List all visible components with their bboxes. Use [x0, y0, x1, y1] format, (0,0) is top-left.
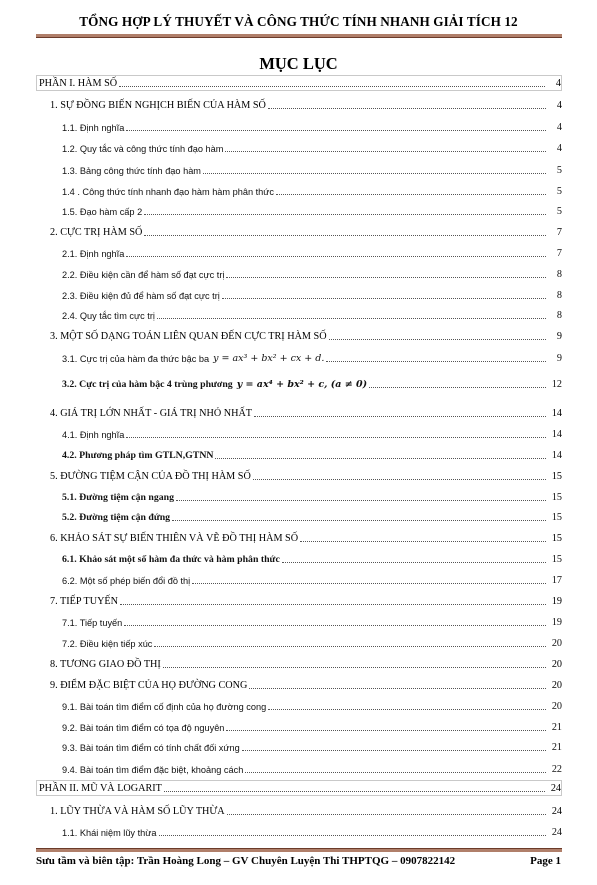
toc-entry[interactable]	[36, 718, 562, 734]
toc-entry-title: 1.3. Bảng công thức tính đạo hàm	[62, 166, 201, 176]
toc-entry-title: 5.2. Đường tiệm cận đứng	[62, 512, 171, 523]
toc-entry[interactable]	[36, 425, 562, 441]
toc-entry-page: 8	[556, 269, 562, 280]
toc-entry[interactable]	[36, 202, 562, 218]
toc-entry[interactable]	[36, 349, 562, 365]
toc-entry-page: 4	[556, 100, 562, 111]
dot-leader	[253, 479, 546, 480]
toc-entry-title: 1.5. Đạo hàm cấp 2	[62, 207, 143, 217]
toc-entry-page: 12	[551, 379, 562, 390]
toc-entry-title: 1.1. Định nghĩa	[62, 123, 125, 133]
toc-entry[interactable]	[36, 244, 562, 260]
toc-entry-title: 3.1. Cực trị của hàm đa thức bậc ba	[62, 354, 210, 364]
dot-leader	[225, 151, 546, 152]
toc-title: MỤC LỤC	[259, 54, 338, 73]
toc-entry-formula: y = ax³ + bx² + cx + d.	[213, 353, 325, 364]
toc-entry-formula: y = ax⁴ + bx² + c, (a ≠ 0)	[236, 379, 368, 390]
toc-entry-page: 15	[551, 554, 562, 565]
dot-leader	[192, 583, 546, 584]
dot-leader	[245, 772, 546, 773]
header-rule	[36, 34, 562, 38]
toc-entry-title: 2.2. Điều kiện cần để hàm số đạt cực trị	[62, 270, 225, 280]
toc-entry[interactable]	[36, 529, 562, 545]
dot-leader	[249, 688, 546, 689]
toc-entry-page: 14	[551, 429, 562, 440]
dot-leader	[282, 562, 546, 563]
dot-leader	[329, 339, 546, 340]
toc-entry-page: 5	[556, 206, 562, 217]
toc-entry[interactable]	[36, 223, 562, 239]
toc-entry-page: 19	[551, 596, 562, 607]
toc-entry-title: 6. KHẢO SÁT SỰ BIẾN THIÊN VÀ VẼ ĐỒ THỊ HÀM SỐ	[50, 533, 299, 544]
toc-entry-page: 5	[556, 186, 562, 197]
toc-entry-page: 19	[551, 617, 562, 628]
dot-leader	[300, 541, 546, 542]
toc-entry-title: 2. CỰC TRỊ HÀM SỐ	[50, 227, 143, 238]
dot-leader	[120, 604, 546, 605]
dot-leader	[154, 646, 546, 647]
toc-entry[interactable]	[36, 676, 562, 692]
dot-leader	[227, 814, 546, 815]
toc-entry[interactable]	[36, 96, 562, 112]
toc-entry-title: 2.4. Quy tắc tìm cực trị	[62, 311, 155, 321]
toc-entry[interactable]	[36, 634, 562, 650]
toc-entry[interactable]	[36, 182, 562, 198]
toc-entry-page: 4	[556, 143, 562, 154]
toc-entry[interactable]	[36, 592, 562, 608]
toc-entry-title: 2.3. Điều kiện đủ để hàm số đạt cực trị	[62, 291, 220, 301]
dot-leader	[276, 194, 546, 195]
toc-entry-page: 8	[556, 310, 562, 321]
toc-entry[interactable]	[36, 613, 562, 629]
toc-entry-title: 9.3. Bài toán tìm điểm có tính chất đối xứng	[62, 743, 240, 753]
toc-entry-title: 4. GIÁ TRỊ LỚN NHẤT - GIÁ TRỊ NHỎ NHẤT	[50, 408, 253, 419]
toc-entry-title: 3. MỘT SỐ DẠNG TOÁN LIÊN QUAN ĐẾN CỰC TRỊ HÀM SỐ	[50, 331, 327, 342]
dot-leader	[268, 709, 546, 710]
toc-entry-page: 21	[551, 722, 562, 733]
dot-leader	[157, 318, 546, 319]
toc-entry[interactable]	[36, 75, 562, 91]
toc-entry-page: 15	[551, 512, 562, 523]
toc-entry-title: 6.2. Một số phép biến đổi đồ thị	[62, 576, 191, 586]
dot-leader	[144, 235, 546, 236]
toc-entry-page: 20	[551, 680, 562, 691]
toc-entry[interactable]	[36, 139, 562, 155]
toc-entry-title: 9.1. Bài toán tìm điểm cố định của họ đường cong	[62, 702, 267, 712]
dot-leader	[126, 130, 546, 131]
page-number: Page 1	[530, 855, 561, 867]
toc-entry[interactable]	[36, 327, 562, 343]
toc-entry-page: 24	[550, 783, 561, 794]
toc-entry-title: 3.2. Cực trị của hàm bậc 4 trùng phương	[62, 379, 233, 390]
toc-entry[interactable]	[36, 286, 562, 302]
dot-leader	[144, 214, 546, 215]
toc-entry-title: 1.4 . Công thức tính nhanh đạo hàm hàm phân thức	[62, 187, 275, 197]
toc-entry-page: 9	[556, 331, 562, 342]
footer-rule	[36, 848, 562, 852]
toc-entry[interactable]	[36, 655, 562, 671]
dot-leader	[254, 416, 546, 417]
toc-entry-page: 7	[556, 248, 562, 259]
dot-leader	[369, 387, 546, 388]
toc-entry-page: 20	[551, 659, 562, 670]
dot-leader	[226, 730, 546, 731]
toc-entry[interactable]	[36, 697, 562, 713]
toc-entry-title: 4.1. Định nghĩa	[62, 430, 125, 440]
toc-entry-page: 14	[551, 450, 562, 461]
header-title: TỔNG HỢP LÝ THUYẾT VÀ CÔNG THỨC TÍNH NHANH GIẢI TÍCH 12	[79, 14, 518, 29]
dot-leader	[126, 256, 546, 257]
toc-entry-page: 20	[551, 701, 562, 712]
toc-entry-page: 8	[556, 290, 562, 301]
toc-entry-title: 8. TƯƠNG GIAO ĐỒ THỊ	[50, 659, 161, 670]
toc-entry[interactable]	[36, 118, 562, 134]
toc-entry[interactable]	[36, 823, 562, 839]
dot-leader	[215, 458, 546, 459]
toc-entry-page: 15	[551, 492, 562, 503]
dot-leader	[268, 108, 546, 109]
toc-entry-title: PHẦN II. MŨ VÀ LOGARIT	[39, 783, 162, 794]
dot-leader	[159, 835, 546, 836]
toc-entry[interactable]	[36, 550, 562, 566]
toc-entry-title: 7.2. Điều kiện tiếp xúc	[62, 639, 153, 649]
toc-entry[interactable]	[36, 161, 562, 177]
toc-entry-title: 4.2. Phương pháp tìm GTLN,GTNN	[62, 450, 214, 461]
toc-entry-page: 14	[551, 408, 562, 419]
toc-entry-page: 24	[551, 827, 562, 838]
toc-entry[interactable]	[36, 467, 562, 483]
toc-entry-title: 1.2. Quy tắc và công thức tính đạo hàm	[62, 144, 224, 154]
dot-leader	[124, 625, 546, 626]
toc-entry[interactable]	[36, 404, 562, 420]
dot-leader	[226, 277, 546, 278]
toc-entry-page: 22	[551, 764, 562, 775]
toc-entry-page: 20	[551, 638, 562, 649]
toc-entry-title: 1. SỰ ĐỒNG BIẾN NGHỊCH BIẾN CỦA HÀM SỐ	[50, 100, 266, 111]
dot-leader	[242, 750, 546, 751]
toc-entry-page: 17	[551, 575, 562, 586]
toc-entry-title: 1. LŨY THỪA VÀ HÀM SỐ LŨY THỪA	[50, 806, 225, 817]
toc-entry-page: 7	[556, 227, 562, 238]
toc-entry-title: 5.1. Đường tiệm cận ngang	[62, 492, 174, 503]
toc-entry-page: 15	[551, 533, 562, 544]
toc-entry-page: 4	[555, 78, 561, 89]
toc-entry-page: 5	[556, 165, 562, 176]
dot-leader	[172, 520, 546, 521]
toc-entry-page: 24	[551, 806, 562, 817]
toc-entry-title: 6.1. Khảo sát một số hàm đa thức và hàm phân thức	[62, 554, 280, 565]
toc-entry-page: 21	[551, 742, 562, 753]
toc-entry-page: 4	[556, 122, 562, 133]
dot-leader	[164, 791, 545, 792]
toc-entry[interactable]	[36, 265, 562, 281]
toc-entry[interactable]	[36, 738, 562, 754]
dot-leader	[203, 173, 546, 174]
toc-entry[interactable]	[36, 571, 562, 587]
toc-entry[interactable]	[36, 780, 562, 796]
dot-leader	[163, 667, 546, 668]
footer-credit: Sưu tầm và biên tập: Trần Hoàng Long – GV Chuyên Luyện Thi THPTQG – 0907822142	[36, 855, 456, 867]
toc-entry-title: 9.4. Bài toán tìm điểm đặc biệt, khoảng cách	[62, 765, 244, 775]
toc-entry-title: 2.1. Định nghĩa	[62, 249, 125, 259]
dot-leader	[126, 437, 546, 438]
toc-entry[interactable]	[36, 375, 562, 391]
toc-entry[interactable]	[36, 760, 562, 776]
toc-entry-title: 5. ĐƯỜNG TIỆM CẬN CỦA ĐỒ THỊ HÀM SỐ	[50, 471, 251, 482]
toc-entry[interactable]	[36, 802, 562, 818]
dot-leader	[326, 361, 546, 362]
dot-leader	[176, 500, 546, 501]
toc-entry-page: 15	[551, 471, 562, 482]
dot-leader	[119, 86, 545, 87]
toc-entry-page: 9	[556, 353, 562, 364]
toc-entry[interactable]	[36, 446, 562, 462]
toc-entry[interactable]	[36, 508, 562, 524]
toc-entry[interactable]	[36, 306, 562, 322]
toc-entry[interactable]	[36, 488, 562, 504]
dot-leader	[222, 298, 546, 299]
toc-entry-title: 9. ĐIỂM ĐẶC BIỆT CỦA HỌ ĐƯỜNG CONG	[50, 680, 248, 691]
toc-entry-title: PHẦN I. HÀM SỐ	[39, 78, 118, 89]
toc-entry-title: 7. TIẾP TUYẾN	[50, 596, 119, 607]
toc-entry-title: 7.1. Tiếp tuyến	[62, 618, 123, 628]
toc-entry-title: 9.2. Bài toán tìm điểm có tọa độ nguyên	[62, 723, 225, 733]
toc-entry-title: 1.1. Khái niệm lũy thừa	[62, 828, 157, 838]
